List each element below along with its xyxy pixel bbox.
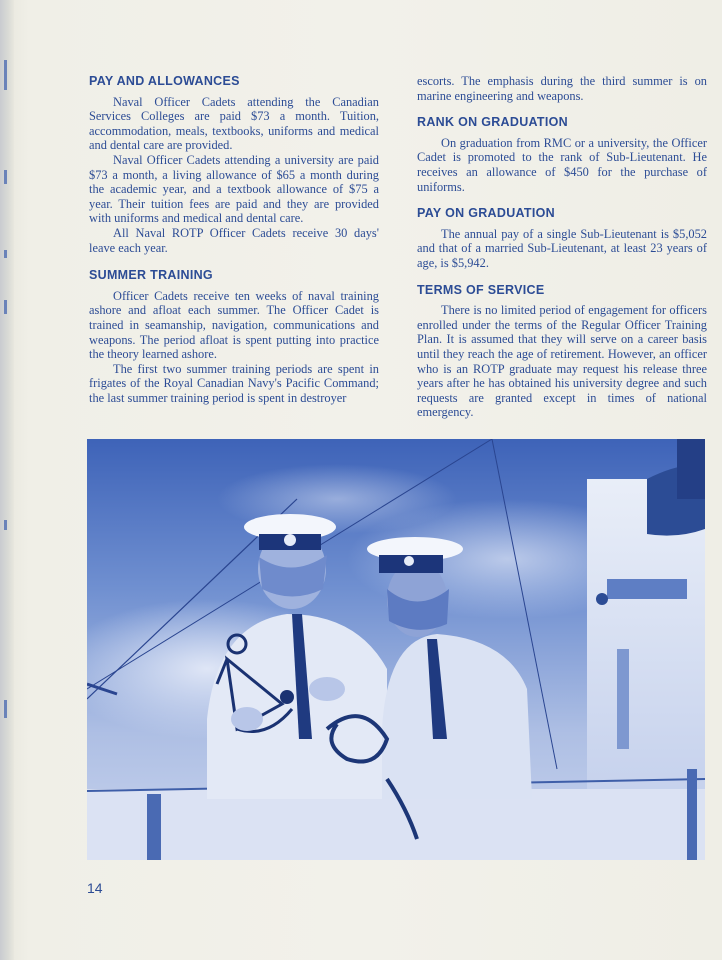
section-terms-of-service xyxy=(417,283,707,420)
paragraph: Naval Officer Cadets attending a university are paid $73 a month, a living allowance of $65 a month during the academic year, and a textbook allowance of $75 a year. Their tuition fees are paid and they are provided with uniforms and medical and dental care. xyxy=(89,152,379,226)
page-number: 14 xyxy=(87,880,103,896)
section-summer-training-continued xyxy=(417,74,707,103)
heading-summer-training: SUMMER TRAINING xyxy=(89,268,213,283)
paragraph: The annual pay of a single Sub-Lieutenant is $5,052 and that of a married Sub-Lieutenant, at least 23 years of age, is $5,942. xyxy=(417,226,707,270)
paragraph-continued: escorts. The emphasis during the third summer is on marine engineering and weapons. xyxy=(417,74,707,103)
paragraph: There is no limited period of engagement for officers enrolled under the terms of the Regular Officer Training Plan. It is assumed that they will serve on a career basis until they reach the age of retirement. However, an officer who is an ROTP graduate may request his release three years after he has obtained his university degree and such requests are granted except in times of national emergency. xyxy=(417,303,707,420)
section-summer-training xyxy=(89,268,379,405)
paragraph: All Naval ROTP Officer Cadets receive 30 days' leave each year. xyxy=(89,225,379,255)
left-column xyxy=(89,74,379,418)
paragraph: On graduation from RMC or a university, the Officer Cadet is promoted to the rank of Sub-Lieutenant. He receives an allowance of $450 for the purchase of uniforms. xyxy=(417,135,707,194)
paragraph: The first two summer training periods are spent in frigates of the Royal Canadian Navy's Pacific Command; the last summer training period is spent in destroyer xyxy=(89,361,379,405)
paragraph: Officer Cadets receive ten weeks of naval training ashore and afloat each summer. The Officer Cadet is trained in seamanship, navigation, communications and weapons. The period afloat is spent putting into practice the theory learned ashore. xyxy=(89,288,379,362)
page-binding-edge xyxy=(0,0,14,960)
right-column xyxy=(417,74,707,432)
section-pay-on-graduation xyxy=(417,206,707,270)
heading-rank-on-graduation: RANK ON GRADUATION xyxy=(417,115,568,130)
paragraph: Naval Officer Cadets attending the Canadian Services Colleges are paid $73 a month. Tuition, accommodation, meals, textbooks, uniforms and medical and dental care are provided. xyxy=(89,94,379,153)
photo-officer-cadets-with-sextant xyxy=(87,439,705,860)
section-pay-and-allowances xyxy=(89,74,379,255)
section-rank-on-graduation xyxy=(417,115,707,194)
heading-terms-of-service: TERMS OF SERVICE xyxy=(417,282,545,297)
heading-pay-on-graduation: PAY ON GRADUATION xyxy=(417,206,555,221)
heading-pay-and-allowances: PAY AND ALLOWANCES xyxy=(89,74,240,88)
